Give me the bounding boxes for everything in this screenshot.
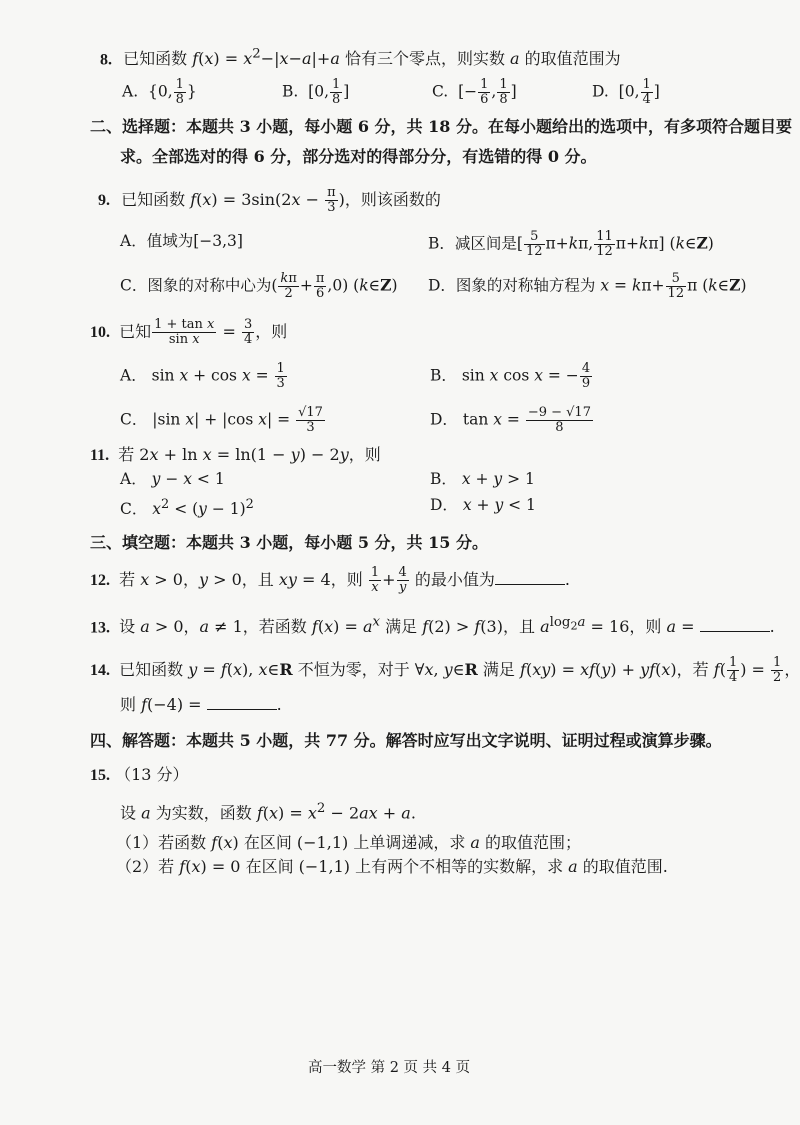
question-11: 11. 若 2x + ln x = ln(1 − y) − 2y，则 [90, 445, 381, 464]
q10-option-c[interactable]: C． |sin x| + |cos x| = $\frac{√17}{3}$ [120, 405, 323, 435]
q9-option-b[interactable]: B．减区间是[ $\frac{5}{12}$ π+kπ, $\frac{11}{12}$ π+kπ] (k∈Z) [428, 229, 714, 259]
section-2-header-cont: 求。全部选对的得 6 分，部分选对的得部分分，有选错的得 0 分。 [120, 147, 597, 166]
q11-option-b[interactable]: B． x + y > 1 [430, 470, 535, 488]
question-12: 12. 若 x > 0，y > 0，且 xy = 4，则 $\frac{1}{x}$ + $\frac{4}{y}$ 的最小值为 . [90, 565, 570, 595]
question-15-part-2: （2）若 f(x) = 0 在区间 (−1,1) 上有两个不相等的实数解，求 a 的取值范围. [116, 857, 668, 876]
q8-option-a[interactable]: A. {0, $\frac{1}{8}$ } [122, 77, 197, 107]
question-number: 8. [100, 51, 112, 69]
q8-option-d[interactable]: D. [0, $\frac{1}{4}$ ] [592, 77, 660, 107]
answer-blank[interactable] [495, 570, 565, 585]
question-15-part-1: （1）若函数 f(x) 在区间 (−1,1) 上单调递减，求 a 的取值范围； [116, 833, 582, 852]
question-14: 14. 已知函数 y = f(x), x∈R 不恒为零，对于 ∀x, y∈R 满足 f(xy) = xf(y) + yf(x)，若 f( $\frac{1}{4}$ ) = $\frac{1}{2}$ ， [90, 655, 800, 685]
q9-option-d[interactable]: D．图象的对称轴方程为 x = kπ+ $\frac{5}{12}$ π (k∈Z) [428, 271, 747, 301]
answer-blank[interactable] [207, 695, 277, 710]
q10-option-b[interactable]: B． sin x cos x = − $\frac{4}{9}$ [430, 361, 591, 391]
question-9: 9. 已知函数 f(x) = 3sin(2x − $\frac{\pi}{3}$ )，则该函数的 [98, 185, 441, 215]
question-14-cont: 则 f(−4) = . [120, 695, 282, 714]
section-4-header: 四、解答题：本题共 5 小题，共 77 分。解答时应写出文字说明、证明过程或演算步骤。 [90, 731, 722, 750]
question-15: 15. （13 分） [90, 765, 189, 784]
question-8: 8. 已知函数 $f(x) = x^2-|x-a|+a$ 恰有三个零点，则实数 a 的取值范围为 [100, 47, 621, 69]
question-10: 10. 已知 $\frac{\text{1 + tan x}}{\text{sin x}}$ = $\frac{3}{4}$ ，则 [90, 317, 288, 347]
question-number: 9. [98, 192, 110, 209]
question-15-stem: 设 a 为实数，函数 $f(x) = x^2 - 2ax + a$. [120, 801, 416, 823]
section-2-header: 二、选择题：本题共 3 小题，每小题 6 分，共 18 分。在每小题给出的选项中，有多项符合题目要 [90, 117, 792, 136]
page-footer: 高一数学 第 2 页 共 4 页 [308, 1060, 471, 1076]
score: （13 分） [115, 765, 189, 784]
q9-option-a[interactable]: A．值域为[−3,3] [120, 232, 243, 250]
q10-option-a[interactable]: A． sin x + cos x = $\frac{1}{3}$ [120, 361, 285, 391]
section-3-header: 三、填空题：本题共 3 小题，每小题 5 分，共 15 分。 [90, 533, 488, 552]
question-13: 13. 设 a > 0，a ≠ 1，若函数 $f(x) = a^x$ 满足 f(2) > f(3)，且 $a^{log_2a} = 16$，则 a = . [90, 615, 775, 637]
answer-blank[interactable] [700, 617, 770, 632]
q10-option-d[interactable]: D． tan x = $\frac{-9 - √17}{8}$ [430, 405, 591, 435]
q11-option-d[interactable]: D． x + y < 1 [430, 496, 536, 514]
q8-option-c[interactable]: C. [− $\frac{1}{6}$ , $\frac{1}{8}$ ] [432, 77, 517, 107]
q8-option-b[interactable]: B. [0, $\frac{1}{8}$ ] [282, 77, 350, 107]
q11-option-a[interactable]: A． y − x < 1 [120, 470, 225, 488]
q11-option-c[interactable]: C． $x^2 < (y - 1)^2$ [120, 497, 254, 519]
q9-option-c[interactable]: C．图象的对称中心为( $\frac{k\pi}{2}$ + $\frac{\pi}{6}$ ,0) (k∈Z) [120, 271, 398, 301]
